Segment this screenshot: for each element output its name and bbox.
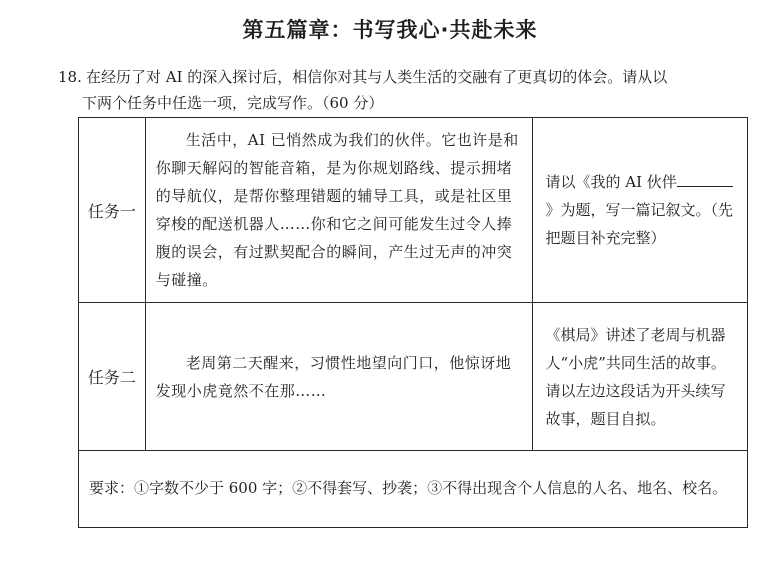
task-instruction	[533, 118, 748, 303]
question-text	[82, 64, 748, 116]
task-instruction-text: 《棋局》讲述了老周与机器人“小虎”共同生活的故事。请以左边这段话为开头续写故事，题目自拟。	[545, 325, 726, 428]
task-passage	[145, 118, 533, 303]
question-block	[58, 64, 748, 116]
task-label: 任务一	[79, 118, 146, 303]
task-row	[79, 303, 748, 451]
task-instruction-after: 》为题，写一篇记叙文。（先把题目补充完整）	[545, 201, 733, 247]
title-blank	[677, 170, 733, 187]
task-instruction	[533, 303, 748, 451]
question-text-line2: 下两个任务中任选一项，完成写作。（60 分）	[82, 94, 384, 112]
section-title: 第五篇章：书写我心·共赴未来	[242, 18, 538, 42]
task-row	[79, 118, 748, 303]
question-text-line1: 在经历了对 AI 的深入探讨后，相信你对其与人类生活的交融有了更真切的体会。请从以	[86, 68, 668, 86]
task-table	[78, 117, 748, 528]
task-instruction-before: 请以《我的 AI 伙伴	[545, 173, 677, 191]
requirements-text: 要求：①字数不少于 600 字；②不得套写、抄袭；③不得出现含个人信息的人名、地名、校名。	[79, 451, 748, 528]
requirements-row	[79, 451, 748, 528]
task-label: 任务二	[79, 303, 146, 451]
task-instruction-text	[545, 168, 739, 252]
task-passage-text: 生活中，AI 已悄然成为我们的伙伴。它也许是和你聊天解闷的智能音箱，是为你规划路线、提示拥堵的导航仪，是帮你整理错题的辅导工具，或是社区里穿梭的配送机器人……你和它之间可能发生过令人捧腹的误会，有过默契配合的瞬间，产生过无声的冲突与碰撞。	[155, 131, 519, 289]
task-passage	[145, 303, 533, 451]
question-number: 18.	[58, 68, 82, 86]
task-passage-text: 老周第二天醒来，习惯性地望向门口，他惊讶地发现小虎竟然不在那……	[155, 353, 512, 400]
